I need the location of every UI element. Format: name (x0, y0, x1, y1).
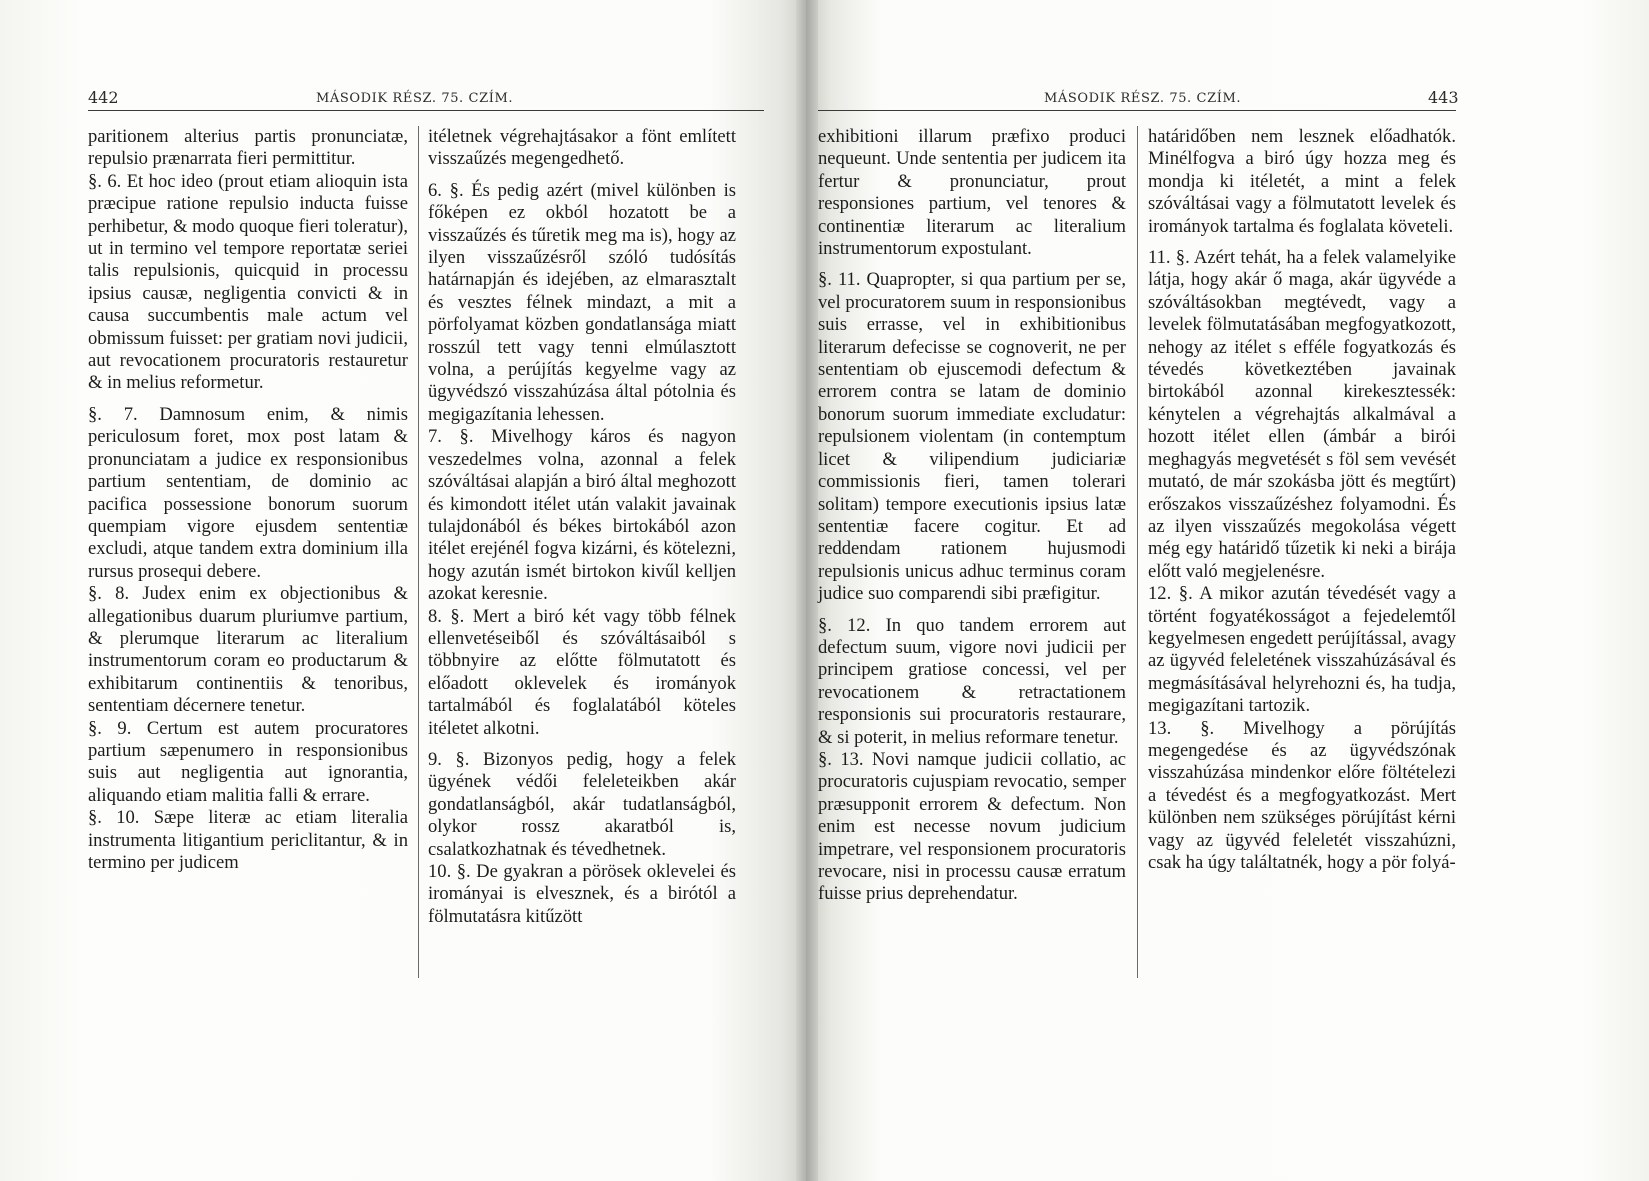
paragraph: 13. §. Mivelhogy a pörújítás megengedése és az ügyvédszónak visszahúzása mindenkor előre föltételezi a tévedést és a megfogyatkozást. Mert különben nem szükséges pörújítást kérni vagy az ügyvéd feleletét visszahúzni, csak ha úgy találtatnék, hogy a pör folyá- (1148, 717, 1456, 873)
paragraph: 9. §. Bizonyos pedig, hogy a felek ügyének védői feleleteikben akár gondatlanságból, akár tudatlanságból, olykor rossz akaratból is, csalatkozhatnak és tévedhetnek. (428, 748, 736, 860)
paragraph: §. 13. Novi namque judicii collatio, ac procuratoris cujuspiam revocatio, semper præsupponit errorem & defectum. Non enim est necesse novum judicium impetrare, vel responsionem procuratoris revocare, nisi in processu causæ erratum fuisse prius deprehendatur. (818, 748, 1126, 905)
paragraph: §. 10. Sæpe literæ ac etiam literalia instrumenta litigantium periclitantur, & in termino per judicem (88, 807, 408, 873)
left-page-header: MÁSODIK RÉSZ. 75. CZÍM. (316, 91, 514, 106)
right-hungarian-column (1148, 126, 1456, 874)
paragraph: 7. §. Mivelhogy káros és nagyon veszedelmes volna, azonnal a felek szóváltásai alapján a biró által meghozott és kimondott itélet után valakit javainak tulajdonából és békes birtokából azon itélet erejénél fogva kizárni, és kötelezni, hogy azután ismét birtokon kivűl kelljen azokat keresnie. (428, 426, 736, 605)
paragraph: paritionem alterius partis pronunciatæ, repulsio prænarrata fieri permittitur. (88, 126, 408, 170)
left-latin-column (88, 126, 408, 874)
left-page-number: 442 (88, 88, 119, 107)
paragraph: §. 9. Certum est autem procuratores partium sæpenumero in responsionibus suis aut negligentia aut ignorantia, aliquando etiam malitia falli & errare. (88, 717, 408, 806)
paragraph: 8. §. Mert a biró két vagy több félnek ellenvetéseiből és szóváltásaiból s többnyire az előtte fölmutatott és előadott oklevelek és irományok tartalmából és foglalatából köteles itéletet alkotni. (428, 605, 736, 739)
paragraph: §. 11. Quapropter, si qua partium per se, vel procuratorem suum in responsionibus suis errasse, vel in exhibitionibus literarum defecisse se cognoverit, ne per sententiam ob ejuscemodi defectum & errorem contra se latam de dominio bonorum suorum immediate excludatur: repulsionem violentam (in contemptum licet & vilipendium judiciariæ commissionis fieri, tamen tolerari solitam) tempore executionis ipsius latæ sententiæ facere cogitur. Et ad reddendam rationem hujusmodi repulsionis unicus adhuc terminus coram judice suo comparendi sibi præfigitur. (818, 269, 1126, 605)
right-latin-column (818, 126, 1126, 906)
right-page-header: MÁSODIK RÉSZ. 75. CZÍM. (1044, 91, 1242, 106)
paragraph: §. 7. Damnosum enim, & nimis periculosum foret, mox post latam & pronunciatam a judice ex responsionibus partium sententiam, de dominio ac pacifica possessione bonorum suorum quempiam vigore ejusdem sententiæ excludi, atque tandem extra dominium illa rursus prosequi debere. (88, 403, 408, 582)
paragraph: határidőben nem lesznek előadhatók. Minélfogva a biró úgy hozza meg és mondja ki itéletét, a mint a felek szóváltásai vagy a fölmutatott levelek és irományok tartalma és foglalata követeli. (1148, 126, 1456, 237)
left-header-rule (88, 110, 764, 111)
paragraph: 10. §. De gyakran a pörösek oklevelei és irományai is elvesznek, és a birótól a fölmutatásra kitűzött (428, 861, 736, 927)
paragraph: §. 6. Et hoc ideo (prout etiam alioquin ista præcipue ratione repulsio inducta fuisse perhibetur, & modo quoque fieri toleratur), ut in termino vel tempore reportatæ seriei talis repulsionis, quicquid in processu ipsius causæ, negligentia convicti & in causa succumbentis male actum vel obmissum fuisset: per gratiam novi judicii, aut revocationem procuratoris restauretur & in melius reformetur. (88, 170, 408, 394)
paragraph: §. 12. In quo tandem errorem aut defectum suum, vigore novi judicii per principem gratiose concessi, vel per revocationem & retractationem responsionis sui procuratoris restaurare, & si poterit, in melius reformare tenetur. (818, 614, 1126, 748)
right-page-number: 443 (1428, 88, 1459, 107)
left-column-divider (418, 126, 419, 978)
paragraph: 6. §. És pedig azért (mivel különben is főképen ez okból hozatott be a visszaűzés és tűretik meg ma is), hogy az ilyen visszaűzésről szóló tudósítás határnapján és idejében, az elmarasztalt és vesztes félnek mindazt, a mit a pörfolyamat közben gondatlansága miatt rosszúl tett vagy tenni elmúlasztott volna, a perújítás kegyelme vagy az ügyvédszó visszahúzása által pótolnia és megigazítania lehessen. (428, 179, 736, 425)
paragraph: 12. §. A mikor azután tévedését vagy a történt fogyatékosságot a fejedelemtől kegyelmesen engedett perújítással, avagy az ügyvéd feleletének visszahúzásával és megmásításával helyrehozni és, ha tudja, megigazítani tartozik. (1148, 583, 1456, 717)
paragraph: 11. §. Azért tehát, ha a felek valamelyike látja, hogy akár ő maga, akár ügyvéde a szóváltásokban megtévedt, vagy a levelek fölmutatásában megfogyatkozott, nehogy az itélet s efféle fogyatkozás és tévedés következtében javainak birtokából azonnal kirekesztessék: kénytelen a végrehajtás alkalmával a hozott itélet ellen (ámbár a birói meghagyás megvetését s föl sem vevését mutató, de már szokásba jött és megtűrt) erőszakos visszaűzéshez folyamodni. És az ilyen visszaűzés megokolása végett még egy határidő tűzetik ki neki a birája előtt való megjelenésre. (1148, 247, 1456, 582)
book-gutter (796, 0, 818, 1181)
left-hungarian-column (428, 126, 736, 928)
paragraph: itéletnek végrehajtásakor a fönt említett visszaűzés megengedhető. (428, 126, 736, 170)
right-header-rule (818, 110, 1456, 111)
paragraph: exhibitioni illarum præfixo produci nequeunt. Unde sententia per judicem ita fertur & pronunciatur, prout responsiones partium, vel tenores & continentiæ literarum ac literalium instrumentorum expostulant. (818, 126, 1126, 260)
right-column-divider (1137, 126, 1138, 978)
paragraph: §. 8. Judex enim ex objectionibus & allegationibus duarum pluriumve partium, & plerumque literarum ac literalium instrumentorum coram eo productarum & exhibitarum continentiis & tenoribus, sententiam décernere tenetur. (88, 583, 408, 717)
